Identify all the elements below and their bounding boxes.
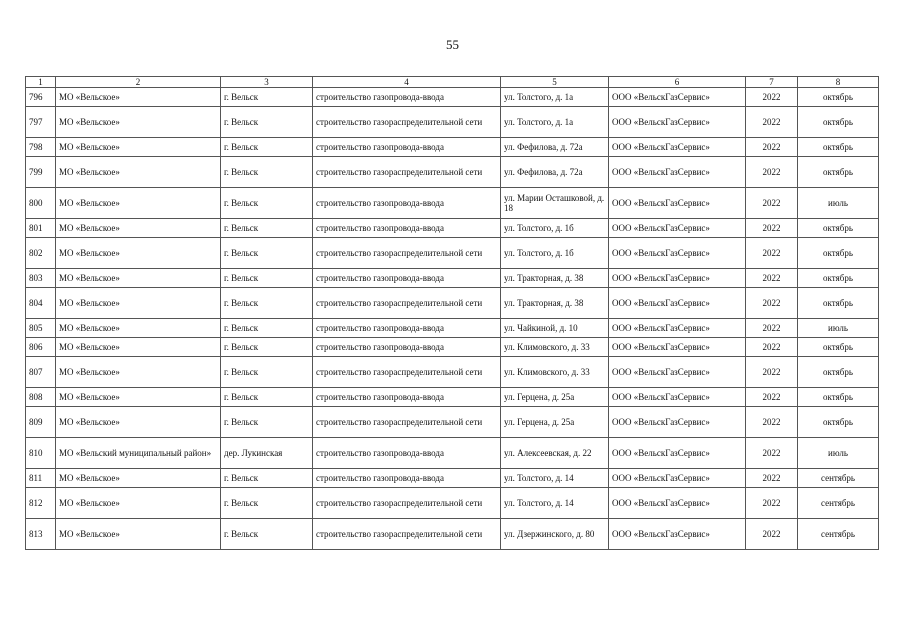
address-cell: ул. Климовского, д. 33 — [501, 357, 609, 388]
municipality-cell: МО «Вельское» — [56, 469, 221, 488]
registry-table — [25, 76, 879, 550]
table-row — [26, 469, 879, 488]
year-cell: 2022 — [746, 157, 798, 188]
work-type-cell: строительство газопровода-ввода — [313, 219, 501, 238]
year-cell: 2022 — [746, 288, 798, 319]
municipality-cell: МО «Вельское» — [56, 519, 221, 550]
month-cell: сентябрь — [798, 519, 879, 550]
row-number: 806 — [26, 338, 56, 357]
organization-cell: ООО «ВельскГазСервис» — [609, 488, 746, 519]
locality-cell: г. Вельск — [221, 238, 313, 269]
year-cell: 2022 — [746, 469, 798, 488]
table-row — [26, 519, 879, 550]
locality-cell: г. Вельск — [221, 357, 313, 388]
year-cell: 2022 — [746, 107, 798, 138]
municipality-cell: МО «Вельское» — [56, 288, 221, 319]
month-cell: октябрь — [798, 157, 879, 188]
row-number: 808 — [26, 388, 56, 407]
address-cell: ул. Толстого, д. 14 — [501, 488, 609, 519]
municipality-cell: МО «Вельское» — [56, 388, 221, 407]
work-type-cell: строительство газопровода-ввода — [313, 338, 501, 357]
table-row — [26, 319, 879, 338]
work-type-cell: строительство газораспределительной сети — [313, 407, 501, 438]
column-number: 8 — [798, 77, 879, 88]
year-cell: 2022 — [746, 388, 798, 407]
locality-cell: г. Вельск — [221, 219, 313, 238]
work-type-cell: строительство газораспределительной сети — [313, 107, 501, 138]
column-number: 4 — [313, 77, 501, 88]
table-row — [26, 269, 879, 288]
work-type-cell: строительство газопровода-ввода — [313, 188, 501, 219]
row-number: 797 — [26, 107, 56, 138]
month-cell: октябрь — [798, 138, 879, 157]
address-cell: ул. Марии Осташковой, д. 18 — [501, 188, 609, 219]
month-cell: сентябрь — [798, 469, 879, 488]
row-number: 809 — [26, 407, 56, 438]
municipality-cell: МО «Вельское» — [56, 88, 221, 107]
municipality-cell: МО «Вельское» — [56, 269, 221, 288]
row-number: 798 — [26, 138, 56, 157]
row-number: 805 — [26, 319, 56, 338]
month-cell: октябрь — [798, 288, 879, 319]
year-cell: 2022 — [746, 88, 798, 107]
locality-cell: г. Вельск — [221, 338, 313, 357]
organization-cell: ООО «ВельскГазСервис» — [609, 107, 746, 138]
locality-cell: г. Вельск — [221, 319, 313, 338]
work-type-cell: строительство газопровода-ввода — [313, 438, 501, 469]
column-number-row — [26, 77, 879, 88]
table-row — [26, 338, 879, 357]
row-number: 800 — [26, 188, 56, 219]
row-number: 807 — [26, 357, 56, 388]
table-row — [26, 388, 879, 407]
year-cell: 2022 — [746, 138, 798, 157]
page-number: 55 — [446, 37, 459, 52]
locality-cell: г. Вельск — [221, 107, 313, 138]
year-cell: 2022 — [746, 519, 798, 550]
column-number: 5 — [501, 77, 609, 88]
year-cell: 2022 — [746, 219, 798, 238]
table-row — [26, 188, 879, 219]
organization-cell: ООО «ВельскГазСервис» — [609, 219, 746, 238]
year-cell: 2022 — [746, 357, 798, 388]
month-cell: октябрь — [798, 238, 879, 269]
work-type-cell: строительство газораспределительной сети — [313, 519, 501, 550]
address-cell: ул. Герцена, д. 25а — [501, 388, 609, 407]
address-cell: ул. Алексеевская, д. 22 — [501, 438, 609, 469]
year-cell: 2022 — [746, 338, 798, 357]
month-cell: июль — [798, 319, 879, 338]
locality-cell: г. Вельск — [221, 288, 313, 319]
work-type-cell: строительство газораспределительной сети — [313, 157, 501, 188]
locality-cell: г. Вельск — [221, 388, 313, 407]
organization-cell: ООО «ВельскГазСервис» — [609, 357, 746, 388]
work-type-cell: строительство газопровода-ввода — [313, 388, 501, 407]
row-number: 811 — [26, 469, 56, 488]
table-row — [26, 107, 879, 138]
organization-cell: ООО «ВельскГазСервис» — [609, 407, 746, 438]
municipality-cell: МО «Вельское» — [56, 488, 221, 519]
address-cell: ул. Чайкиной, д. 10 — [501, 319, 609, 338]
year-cell: 2022 — [746, 407, 798, 438]
month-cell: октябрь — [798, 388, 879, 407]
year-cell: 2022 — [746, 488, 798, 519]
address-cell: ул. Толстого, д. 1б — [501, 219, 609, 238]
row-number: 796 — [26, 88, 56, 107]
address-cell: ул. Толстого, д. 1а — [501, 107, 609, 138]
municipality-cell: МО «Вельское» — [56, 188, 221, 219]
organization-cell: ООО «ВельскГазСервис» — [609, 188, 746, 219]
row-number: 801 — [26, 219, 56, 238]
organization-cell: ООО «ВельскГазСервис» — [609, 388, 746, 407]
month-cell: октябрь — [798, 269, 879, 288]
municipality-cell: МО «Вельский муниципальный район» — [56, 438, 221, 469]
table-row — [26, 157, 879, 188]
row-number: 803 — [26, 269, 56, 288]
month-cell: октябрь — [798, 107, 879, 138]
work-type-cell: строительство газопровода-ввода — [313, 138, 501, 157]
table-row — [26, 238, 879, 269]
month-cell: октябрь — [798, 219, 879, 238]
month-cell: октябрь — [798, 338, 879, 357]
table-body — [26, 77, 879, 550]
table-row — [26, 407, 879, 438]
locality-cell: г. Вельск — [221, 469, 313, 488]
work-type-cell: строительство газопровода-ввода — [313, 469, 501, 488]
row-number: 813 — [26, 519, 56, 550]
month-cell: октябрь — [798, 357, 879, 388]
locality-cell: г. Вельск — [221, 488, 313, 519]
organization-cell: ООО «ВельскГазСервис» — [609, 288, 746, 319]
table-row — [26, 288, 879, 319]
row-number: 810 — [26, 438, 56, 469]
municipality-cell: МО «Вельское» — [56, 138, 221, 157]
work-type-cell: строительство газопровода-ввода — [313, 319, 501, 338]
year-cell: 2022 — [746, 319, 798, 338]
address-cell: ул. Климовского, д. 33 — [501, 338, 609, 357]
address-cell: ул. Тракторная, д. 38 — [501, 288, 609, 319]
column-number: 6 — [609, 77, 746, 88]
work-type-cell: строительство газораспределительной сети — [313, 238, 501, 269]
month-cell: октябрь — [798, 88, 879, 107]
column-number: 7 — [746, 77, 798, 88]
locality-cell: г. Вельск — [221, 269, 313, 288]
municipality-cell: МО «Вельское» — [56, 338, 221, 357]
year-cell: 2022 — [746, 438, 798, 469]
table-row — [26, 138, 879, 157]
locality-cell: г. Вельск — [221, 519, 313, 550]
address-cell: ул. Толстого, д. 1а — [501, 88, 609, 107]
address-cell: ул. Дзержинского, д. 80 — [501, 519, 609, 550]
address-cell: ул. Фефилова, д. 72а — [501, 157, 609, 188]
work-type-cell: строительство газораспределительной сети — [313, 288, 501, 319]
address-cell: ул. Толстого, д. 14 — [501, 469, 609, 488]
address-cell: ул. Тракторная, д. 38 — [501, 269, 609, 288]
month-cell: сентябрь — [798, 488, 879, 519]
locality-cell: г. Вельск — [221, 88, 313, 107]
organization-cell: ООО «ВельскГазСервис» — [609, 269, 746, 288]
address-cell: ул. Фефилова, д. 72а — [501, 138, 609, 157]
organization-cell: ООО «ВельскГазСервис» — [609, 438, 746, 469]
municipality-cell: МО «Вельское» — [56, 157, 221, 188]
year-cell: 2022 — [746, 269, 798, 288]
row-number: 802 — [26, 238, 56, 269]
table-row — [26, 88, 879, 107]
year-cell: 2022 — [746, 188, 798, 219]
row-number: 799 — [26, 157, 56, 188]
work-type-cell: строительство газопровода-ввода — [313, 88, 501, 107]
column-number: 1 — [26, 77, 56, 88]
locality-cell: дер. Лукинская — [221, 438, 313, 469]
table-row — [26, 357, 879, 388]
table-row — [26, 438, 879, 469]
locality-cell: г. Вельск — [221, 188, 313, 219]
municipality-cell: МО «Вельское» — [56, 238, 221, 269]
municipality-cell: МО «Вельское» — [56, 107, 221, 138]
organization-cell: ООО «ВельскГазСервис» — [609, 319, 746, 338]
address-cell: ул. Герцена, д. 25а — [501, 407, 609, 438]
column-number: 2 — [56, 77, 221, 88]
organization-cell: ООО «ВельскГазСервис» — [609, 519, 746, 550]
organization-cell: ООО «ВельскГазСервис» — [609, 238, 746, 269]
month-cell: октябрь — [798, 407, 879, 438]
work-type-cell: строительство газораспределительной сети — [313, 357, 501, 388]
organization-cell: ООО «ВельскГазСервис» — [609, 88, 746, 107]
municipality-cell: МО «Вельское» — [56, 319, 221, 338]
row-number: 812 — [26, 488, 56, 519]
organization-cell: ООО «ВельскГазСервис» — [609, 469, 746, 488]
work-type-cell: строительство газораспределительной сети — [313, 488, 501, 519]
municipality-cell: МО «Вельское» — [56, 357, 221, 388]
locality-cell: г. Вельск — [221, 157, 313, 188]
address-cell: ул. Толстого, д. 1б — [501, 238, 609, 269]
locality-cell: г. Вельск — [221, 407, 313, 438]
work-type-cell: строительство газопровода-ввода — [313, 269, 501, 288]
organization-cell: ООО «ВельскГазСервис» — [609, 157, 746, 188]
locality-cell: г. Вельск — [221, 138, 313, 157]
month-cell: июль — [798, 188, 879, 219]
organization-cell: ООО «ВельскГазСервис» — [609, 138, 746, 157]
month-cell: июль — [798, 438, 879, 469]
table-row — [26, 219, 879, 238]
municipality-cell: МО «Вельское» — [56, 219, 221, 238]
column-number: 3 — [221, 77, 313, 88]
municipality-cell: МО «Вельское» — [56, 407, 221, 438]
table-row — [26, 488, 879, 519]
row-number: 804 — [26, 288, 56, 319]
organization-cell: ООО «ВельскГазСервис» — [609, 338, 746, 357]
year-cell: 2022 — [746, 238, 798, 269]
